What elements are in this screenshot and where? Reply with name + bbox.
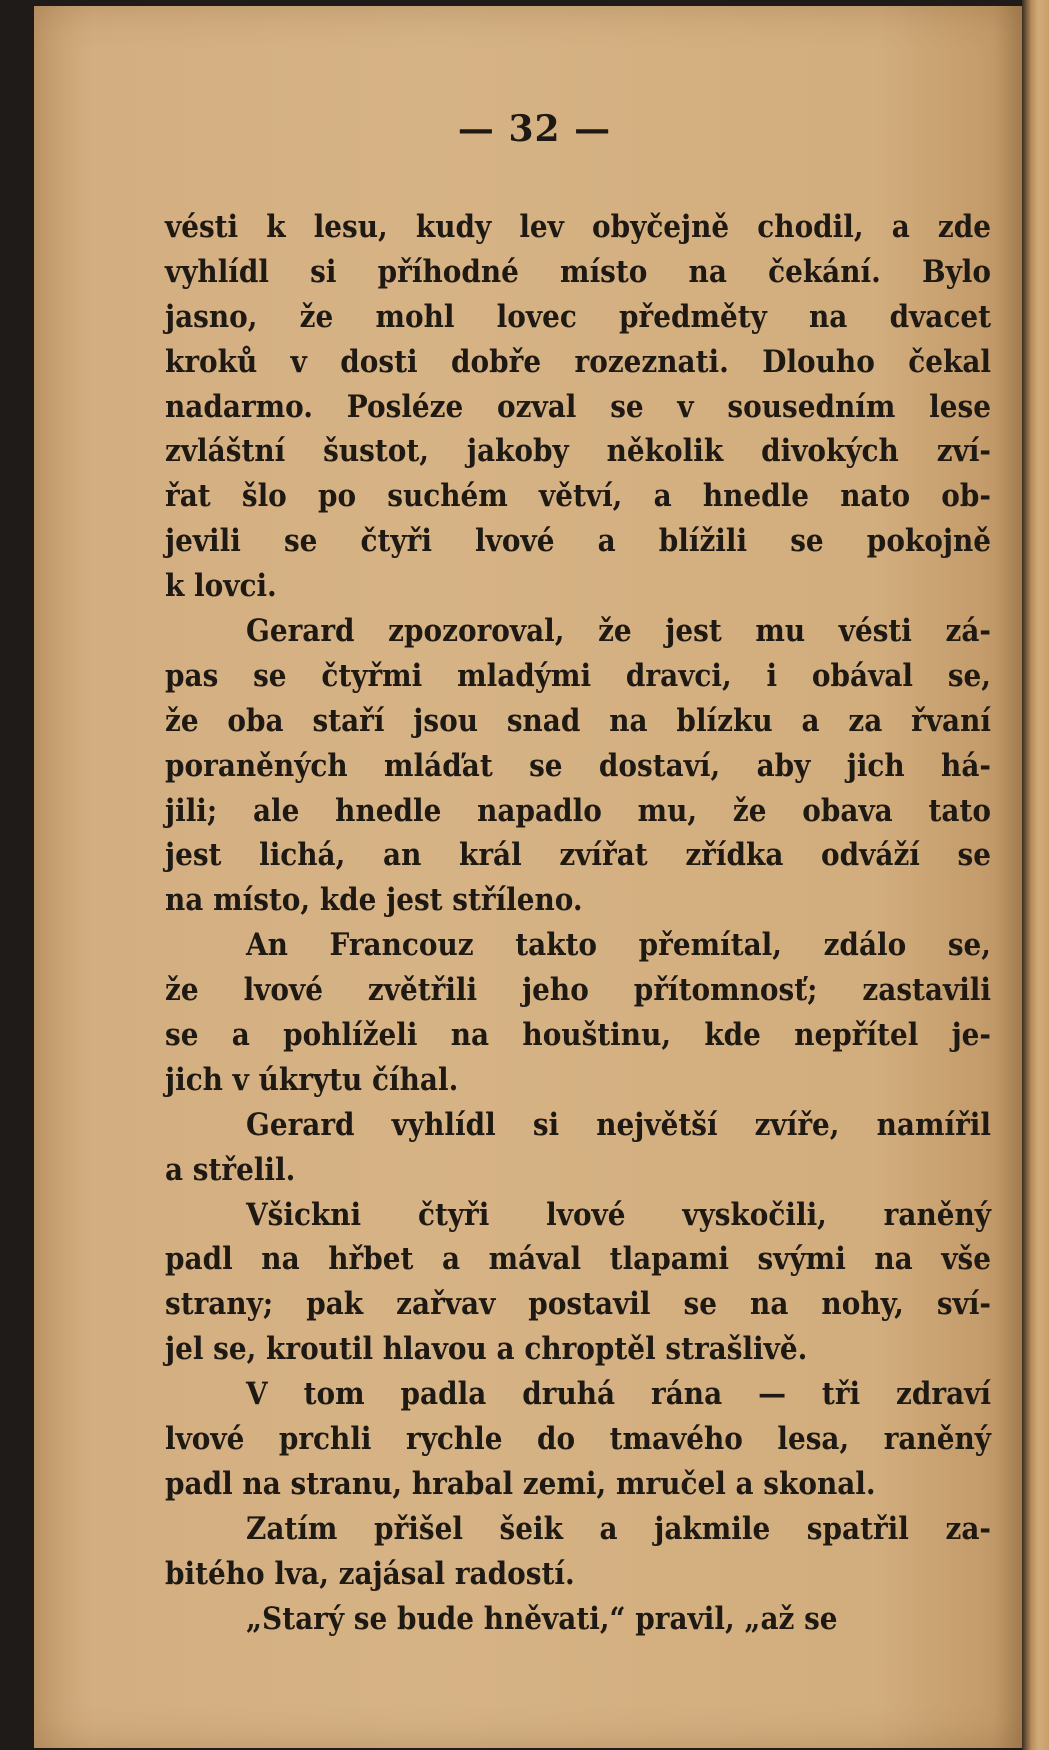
- body-text: [165, 205, 992, 1642]
- text-line: vyhlídl si příhodné místo na čekání. Bylo: [165, 253, 991, 290]
- text-line: že lvové zvětřili jeho přítomnosť; zastavili: [165, 972, 992, 1009]
- text-line: řat šlo po suchém větví, a hnedle nato ob-: [165, 478, 992, 515]
- text-line: Zatím přišel šeik a jakmile spatřil za-: [246, 1510, 992, 1547]
- text-line: jel se, kroutil hlavou a chroptěl strašlivě.: [165, 1331, 808, 1368]
- page-number: — 32 —: [457, 108, 612, 150]
- text-line: poraněných mláďat se dostaví, aby jich há-: [165, 747, 992, 784]
- text-line: vésti k lesu, kudy lev obyčejně chodil, a zde: [165, 209, 992, 245]
- text-line: padl na hřbet a mával tlapami svými na vše: [165, 1241, 992, 1278]
- text-line: „Starý se bude hněvati,“ pravil, „až se: [246, 1600, 838, 1637]
- text-line: na místo, kde jest stříleno.: [165, 882, 583, 919]
- text-line: V tom padla druhá rána — tři zdraví: [246, 1376, 991, 1413]
- text-line: kroků v dosti dobře rozeznati. Dlouho čekal: [165, 343, 992, 380]
- text-line: jevili se čtyři lvové a blížili se pokojně: [165, 523, 992, 560]
- text-line: bitého lva, zajásal radostí.: [165, 1555, 575, 1592]
- text-line: Gerard vyhlídl si největší zvíře, namířil: [246, 1106, 992, 1143]
- text-line: jich v úkrytu číhal.: [165, 1061, 459, 1098]
- text-line: jest lichá, an král zvířat zřídka odváží se: [165, 837, 992, 874]
- page-edge: [1022, 0, 1049, 1750]
- text-line: zvláštní šustot, jakoby několik divokých zví-: [165, 433, 992, 470]
- text-line: Všickni čtyři lvové vyskočili, raněný: [246, 1196, 991, 1233]
- text-line: strany; pak zařvav postavil se na nohy, sví-: [165, 1286, 992, 1323]
- text-line: padl na stranu, hrabal zemi, mručel a skonal.: [165, 1465, 876, 1502]
- text-line: pas se čtyřmi mladými dravci, i obával se,: [165, 657, 991, 694]
- text-line: An Francouz takto přemítal, zdálo se,: [246, 927, 992, 964]
- text-line: nadarmo. Posléze ozval se v sousedním lese: [165, 388, 992, 425]
- text-line: se a pohlíželi na houštinu, kde nepřítel je-: [165, 1017, 992, 1054]
- text-line: lvové prchli rychle do tmavého lesa, raněný: [165, 1421, 992, 1458]
- text-line: jasno, že mohl lovec předměty na dvacet: [165, 298, 991, 335]
- text-line: Gerard zpozoroval, že jest mu vésti zá-: [246, 613, 992, 650]
- text-line: a střelil.: [165, 1151, 296, 1188]
- text-line: že oba staří jsou snad na blízku a za řvaní: [165, 702, 991, 739]
- text-line: k lovci.: [165, 568, 277, 605]
- text-line: jili; ale hnedle napadlo mu, že obava tato: [165, 792, 992, 829]
